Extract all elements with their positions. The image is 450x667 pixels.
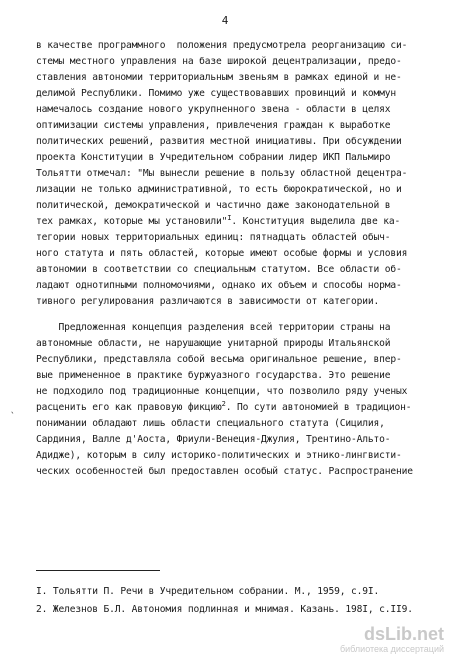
text-line: делимой Республики. Помимо уже существовавших провинций и коммун [36,88,397,99]
footnote-separator [36,570,160,571]
footnote-1: I. Тольятти П. Речи в Учредительном собрании. М., 1959, с.9I. [36,586,380,597]
text-line: в качестве программного положения предусмотрела реорганизацию си- [36,40,408,51]
footnote-marker: 2 [221,399,226,408]
watermark-subtitle: библиотека диссертаций [339,644,444,654]
text-line: не подходило под традиционные концепции, что позволило ряду ученых [36,386,408,397]
text-segment: . По сути автономией в традицион- [225,402,412,413]
text-line-with-footnote [36,399,412,414]
page-number: 4 [221,14,229,27]
text-line: политической, демократической и частично даже законодательной в [36,200,391,211]
text-line: Тольятти отмечал: "Мы вынесли решение в пользу областной децентра- [36,168,408,179]
text-line: стемы местного управления на базе широкой децентрализации, предо- [36,56,402,67]
text-line: намечалось создание нового укрупненного звена - области в целях [36,104,391,115]
text-segment: расценить его как правовую фикцию [36,402,222,413]
text-line: Республики, представляла собой весьма оригинальное решение, впер- [36,354,402,365]
text-line: автономные области, не нарушающие унитарной природы Итальянской [36,338,391,349]
watermark-logo: dsLib.net [364,624,444,644]
text-line: понимании обладают лишь области специального статута (Сицилия, [36,418,385,429]
text-line-with-footnote [36,213,401,228]
text-line: автономии в соответствии со специальным статутом. Все области об- [36,264,402,275]
site-watermark [324,624,444,662]
text-segment: . Конституция выделила две ка- [231,216,401,227]
footnote-2: 2. Железнов Б.Л. Автономия подлинная и мнимая. Казань. 198I, с.II9. [36,604,413,615]
stray-mark: ` [10,412,16,422]
text-line: ного статута и пять областей, которые имеют особые формы и условия [36,248,408,259]
text-line: проекта Конституции в Учредительном собрании лидер ИКП Пальмиро [36,152,391,163]
text-line: лизации не только административной, то есть бюрократической, но и [36,184,402,195]
text-line: тивного регулирования различаются в зависимости от категории. [36,296,380,307]
text-line: ладают однотипными полномочиями, однако их объем и способы норма- [36,280,402,291]
text-line: Адидже), которым в силу историко-политических и этнико-лингвисти- [36,450,402,461]
footnote-marker: I [227,213,232,222]
text-line: политических решений, развития местной инициативы. При обсуждении [36,136,402,147]
text-line: ческих особенностей был предоставлен особый статус. Распространение [36,466,413,477]
paragraph-first-line: Предложенная концепция разделения всей территории страны на [36,322,391,333]
text-line: ставления автономии территориальным звеньям в рамках единой и не- [36,72,402,83]
text-line: оптимизации системы управления, привлечения граждан к выработке [36,120,391,131]
text-line: вые примененное в практике буржуазного государства. Это решение [36,370,391,381]
text-line: Сардиния, Валле д'Аоста, Фриули-Венеция-Джулия, Трентино-Альто- [36,434,391,445]
text-segment: тех рамках, которые мы установили" [36,216,228,227]
text-line: тегории новых территориальных единиц: пятнадцать областей обыч- [36,232,391,243]
